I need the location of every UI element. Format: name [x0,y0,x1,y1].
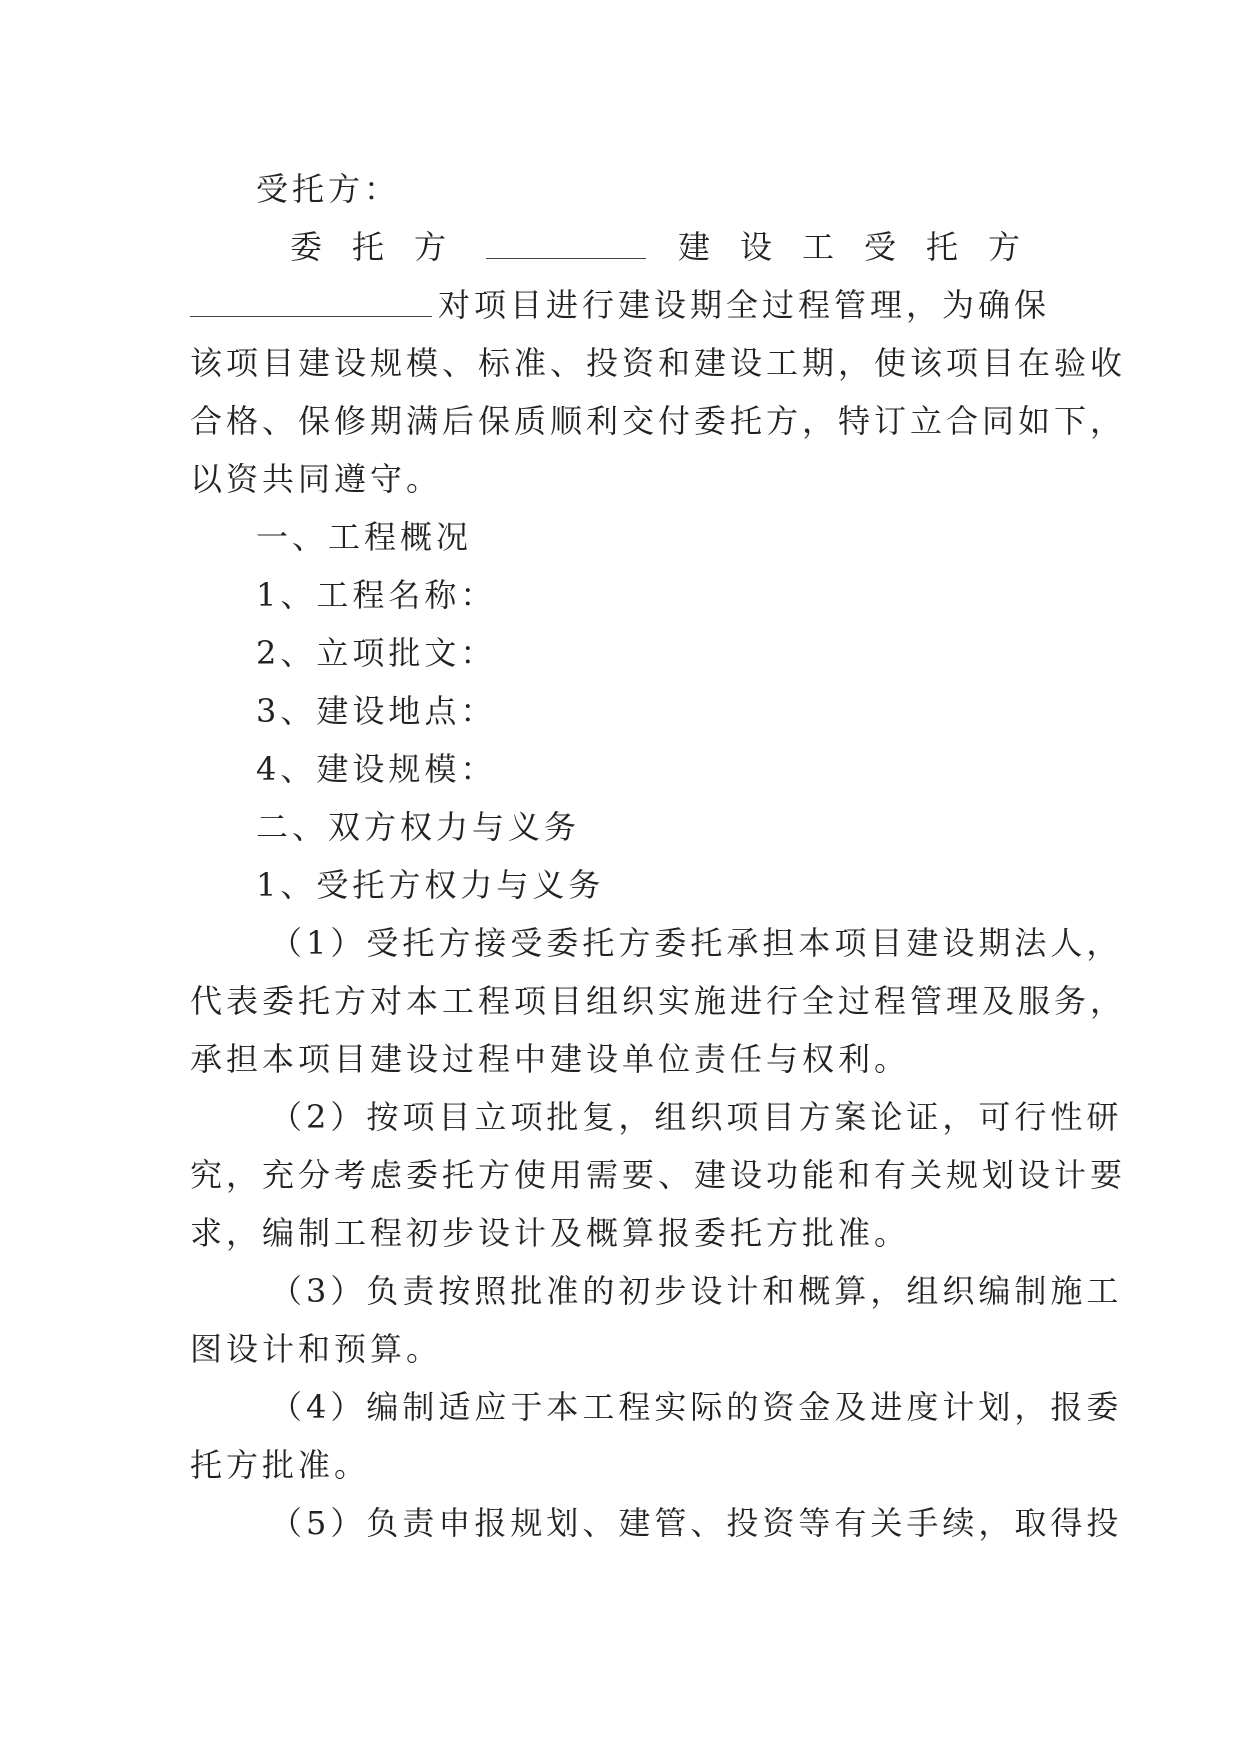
preamble-line-5: 合格、保修期满后保质顺利交付委托方，特订立合同如下， [190,402,1127,440]
item-construction-scale: 4、建设规模： [256,750,497,788]
clause-2-line-2: 究，充分考虑委托方使用需要、建设功能和有关规划设计要 [190,1156,1127,1194]
document-body [190,160,1127,1552]
section-heading-rights: 二、双方权力与义务 [256,808,581,846]
sub-heading-trustee-rights: 1、受托方权力与义务 [256,866,605,904]
entrustor-label: 委托方 [290,228,477,266]
preamble-text-3: 对项目进行建设期全过程管理，为确保 [437,286,1050,324]
clause-4-line-1: （4）编制适应于本工程实际的资金及进度计划，报委 [270,1388,1123,1426]
parties-line [190,218,1050,276]
item-approval-document: 2、立项批文： [256,634,497,672]
clause-1-line-3: 承担本项目建设过程中建设单位责任与权利。 [190,1040,911,1078]
section-heading-overview: 一、工程概况 [256,518,473,556]
clause-3-line-1: （3）负责按照批准的初步设计和概算，组织编制施工 [270,1272,1123,1310]
clause-2-line-3: 求，编制工程初步设计及概算报委托方批准。 [190,1214,911,1252]
item-construction-site: 3、建设地点： [256,692,497,730]
preamble-line-6: 以资共同遵守。 [190,460,443,498]
trustee-blank [190,276,432,317]
item-project-name: 1、工程名称： [256,576,497,614]
clause-2-line-1: （2）按项目立项批复，组织项目方案论证，可行性研 [270,1098,1123,1136]
preamble-line-4: 该项目建设规模、标准、投资和建设工期，使该项目在验收 [190,344,1127,382]
clause-1-line-2: 代表委托方对本工程项目组织实施进行全过程管理及服务， [190,982,1127,1020]
trustee-label: 受托方： [256,170,401,208]
clause-3-line-2: 图设计和预算。 [190,1330,443,1368]
preamble-line-3 [190,276,1050,334]
entrustor-blank [486,218,646,259]
clause-1-line-1: （1）受托方接受委托方委托承担本项目建设期法人， [270,924,1123,962]
construction-trustee-label: 建设工受托方 [677,228,1050,266]
clause-5-line-1: （5）负责申报规划、建管、投资等有关手续，取得投 [270,1504,1123,1542]
clause-4-line-2: 托方批准。 [190,1446,371,1484]
